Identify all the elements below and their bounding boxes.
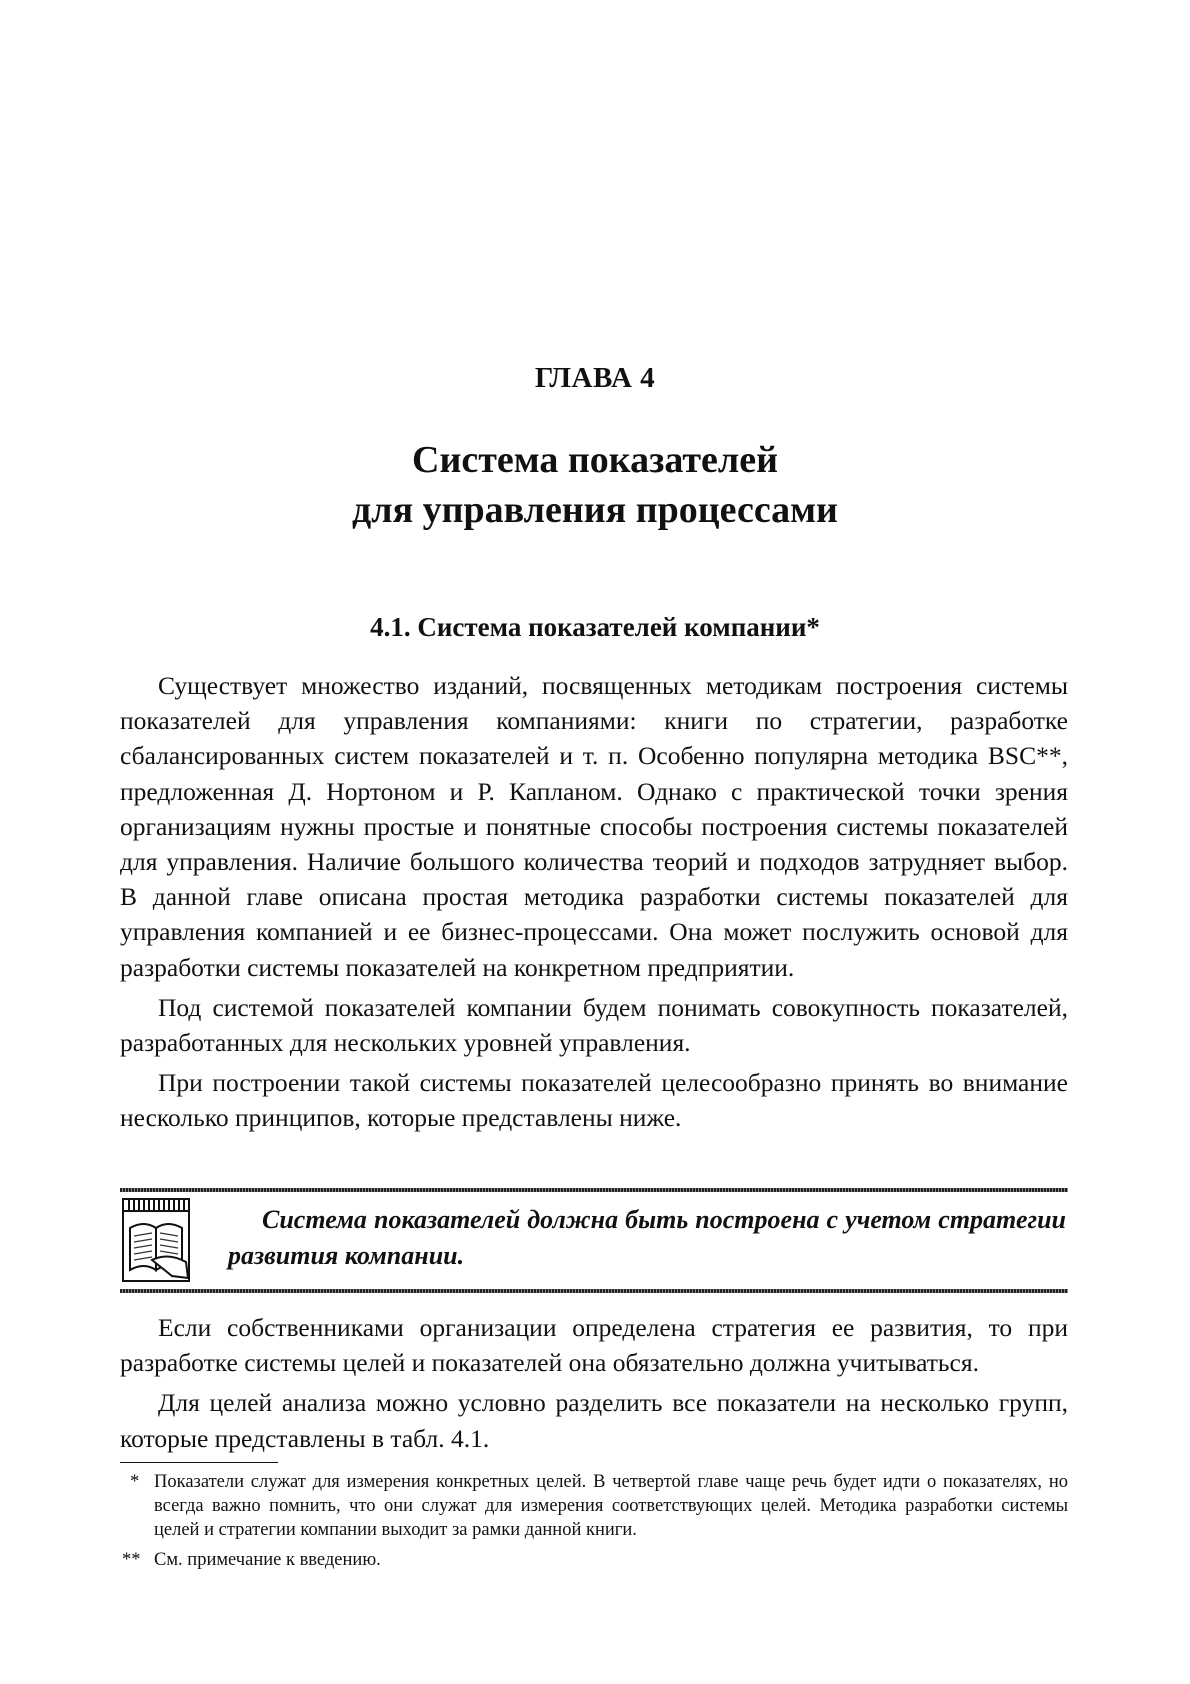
footnote [120, 1548, 1068, 1572]
footnote [120, 1470, 1068, 1542]
paragraph: Под системой показателей компании будем понимать совокупность показателей, разработанных для нескольких уровней управления. [120, 992, 1068, 1058]
body-text-after-note [120, 1310, 1068, 1456]
footnotes [120, 1470, 1068, 1572]
book-note-icon [122, 1198, 194, 1282]
body-text-before-note [120, 668, 1068, 1136]
paragraph: Если собственниками организации определена стратегия ее развития, то при разработке системы целей и показателей она обязательно должна учитываться. [120, 1313, 1068, 1378]
paragraph: Для целей анализа можно условно разделить все показатели на несколько групп, которые представлены в табл. 4.1. [120, 1388, 1068, 1453]
footnote-mark: * [130, 1472, 140, 1492]
footnote-separator [120, 1462, 278, 1463]
paragraph: При построении такой системы показателей целесообразно принять во внимание несколько принципов, которые представлены ниже. [120, 1068, 1068, 1133]
note-rule-top [120, 1188, 1068, 1192]
chapter-title [0, 435, 1190, 535]
footnote-mark: ** [122, 1550, 141, 1570]
footnote-text: См. примечание к введению. [154, 1550, 381, 1570]
paragraph: Существует множество изданий, посвященных методикам построения системы показателей для управления компаниями: книги по стратегии, разработке сбалансированных систем показателей и т. п. Особенно популярна методика BSC**, предложенная Д. Нортоном и Р. Капланом. Однако с практической точки зрения организациям нужны простые и понятные способы построения системы показателей для управления. Наличие большого количества теорий и подходов затрудняет выбор. В данной главе описана простая методика разработки системы показателей для управления компанией и ее бизнес-процессами. Она может послужить основой для разработки системы показателей на конкретном предприятии. [120, 671, 1068, 982]
chapter-title-line-1: Система показателей [412, 439, 778, 481]
chapter-label: ГЛАВА 4 [534, 362, 656, 394]
chapter-title-line-2: для управления процессами [352, 489, 838, 531]
section-title: 4.1. Система показателей компании* [370, 612, 820, 642]
note-rule-bottom [120, 1289, 1068, 1293]
footnote-text: Показатели служат для измерения конкретных целей. В четвертой главе чаще речь будет идти о показателях, но всегда важно помнить, что они служат для измерения соответствующих целей. Методика разработки системы целей и стратегии компании выходит за рамки данной книги. [154, 1472, 1068, 1540]
note-text: Система показателей должна быть построена с учетом стратегии развития компании. [228, 1205, 1066, 1270]
